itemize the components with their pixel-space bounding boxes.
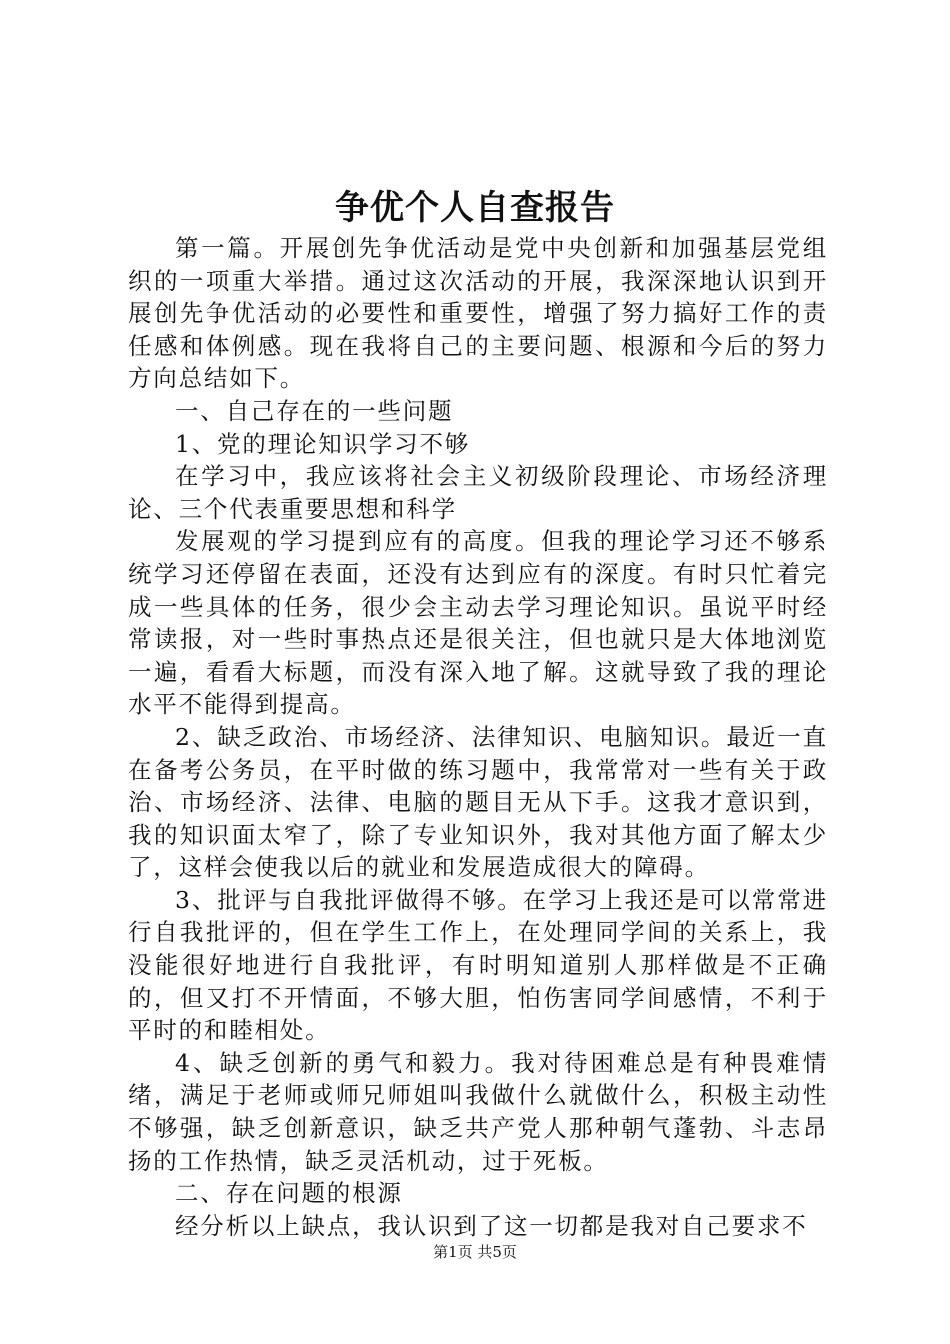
paragraph: 第一篇。开展创先争优活动是党中央创新和加强基层党组织的一项重大举措。通过这次活动的开展，我深深地认识到开展创先争优活动的必要性和重要性，增强了努力搞好工作的责任感和体例感。现在我将自己的主要问题、根源和今后的努力方向总结如下。: [128, 234, 828, 393]
page-footer: 第1页 共5页: [433, 1243, 517, 1261]
paragraph: 4、缺乏创新的勇气和毅力。我对待困难总是有种畏难情绪，满足于老师或师兄师姐叫我做什么就做什么，积极主动性不够强，缺乏创新意识，缺乏共产党人那种朝气蓬勃、斗志昂扬的工作热情，缺乏灵活机动，过于死板。: [128, 1048, 828, 1175]
paragraph: 在学习中，我应该将社会主义初级阶段理论、市场经济理论、三个代表重要思想和科学: [128, 462, 828, 523]
subsection-heading: 1、党的理论知识学习不够: [175, 429, 471, 458]
section-heading: 一、自己存在的一些问题: [175, 396, 454, 425]
paragraph: 经分析以上缺点，我认识到了这一切都是我对自己要求不: [175, 1211, 808, 1240]
paragraph: 发展观的学习提到应有的高度。但我的理论学习还不够系统学习还停留在表面，还没有达到应有的深度。有时只忙着完成一些具体的任务，很少会主动去学习理论知识。虽说平时经常读报，对一些时事热点还是很关注，但也就只是大体地浏览一遍，看看大标题，而没有深入地了解。这就导致了我的理论水平不能得到提高。: [128, 527, 828, 719]
section-heading: 二、存在问题的根源: [175, 1179, 403, 1208]
paragraph: 2、缺乏政治、市场经济、法律知识、电脑知识。最近一直在备考公务员，在平时做的练习题中，我常常对一些有关于政治、市场经济、法律、电脑的题目无从下手。这我才意识到，我的知识面太窄了，除了专业知识外，我对其他方面了解太少了，这样会使我以后的就业和发展造成很大的障碍。: [128, 722, 828, 882]
paragraph: 3、批评与自我批评做得不够。在学习上我还是可以常常进行自我批评的，但在学生工作上，在处理同学间的关系上，我没能很好地进行自我批评，有时明知道别人那样做是不正确的，但又打不开情面，不够大胆，怕伤害同学间感情，不利于平时的和睦相处。: [128, 885, 828, 1045]
document-title: 争优个人自查报告: [335, 188, 615, 228]
document-body: [128, 232, 828, 1242]
